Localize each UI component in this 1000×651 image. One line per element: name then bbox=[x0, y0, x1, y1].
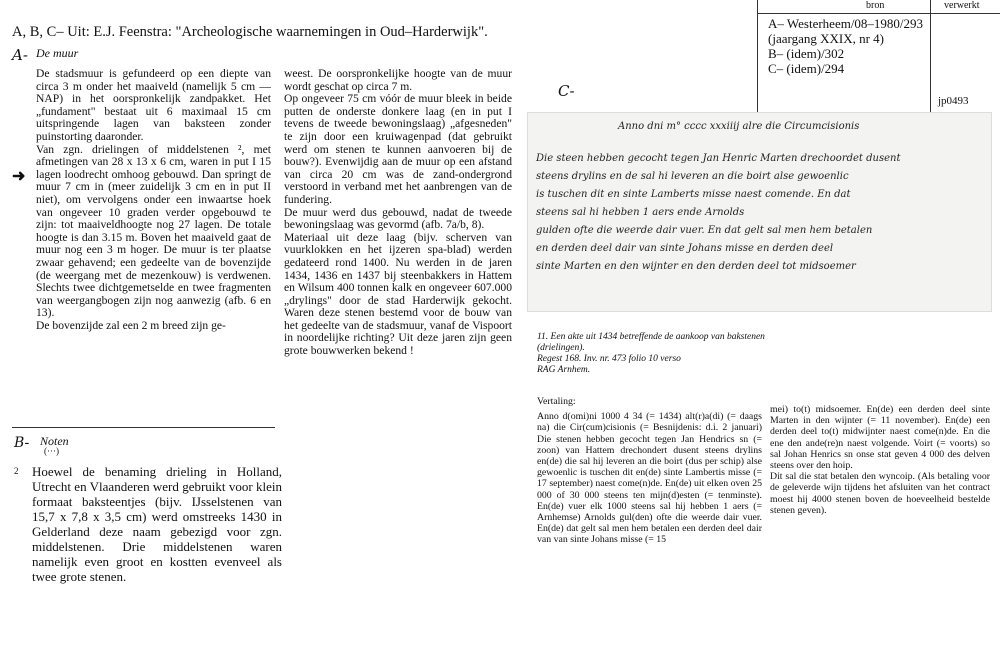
table-source-c: C– (idem)/294 bbox=[768, 61, 845, 76]
caption-line: 11. Een akte uit 1434 betreffende de aankoop van bakstenen (drielingen). bbox=[537, 332, 765, 353]
manuscript-line: steens sal hi hebben 1 aers ende Arnolds bbox=[536, 207, 745, 218]
table-source-b: B– (idem)/302 bbox=[768, 46, 845, 61]
text-column-1 bbox=[36, 68, 271, 332]
figure-caption bbox=[537, 332, 777, 376]
divider bbox=[12, 427, 275, 428]
table-source-a: A– Westerheem/08–1980/293 (jaargang XXIX, nr 4) bbox=[768, 16, 924, 46]
table-header-verwerkt: verwerkt bbox=[944, 0, 980, 11]
paragraph: De bovenzijde zal een 2 m breed zijn ge- bbox=[36, 318, 226, 332]
translation-text: Anno d(omi)ni 1000 4 34 (= 1434) alt(r)a(di) (= daags na) die Cir(cum)cisionis (= Besnijdenis: d.i. 2 januari) Die stenen hebben gecocht tegen Jan Hendrics sn (= zoon) van Hattem drechondert dusent steens drylins en(de) die sal hij leveren an die boirt (dus per schip) alse gewoenlic is tuschen dit en(de) sinte Lambertis misse (= 17 september) naest come(n)de. En(de) uit elken oven 25 000 of 30 000 steens ten mijn(d)esten (= tenminste). En(de) vuer elk 1000 steens sal hij hebben 1 aers (= Arnhemse) Arnolds gul(den) ofte die weerde dair vuer. En(de) dat gelt sal men hem betalen een derden deel dair van van sinte Johans misse (= 15 bbox=[537, 411, 762, 546]
table-header-bron: bron bbox=[866, 0, 885, 11]
paragraph: Materiaal uit deze laag (bijv. scherven van vuurklokken en het ijzeren spa-blad) werden gedateerd rond 1400. Nu werden in de jaren 1434, 1436 en 1437 bij steenbakkers in Hattem en Wilsum 400 tonnen kalk en ongeveer 607.000 „drylings" door de stad Harderwijk gekocht. Waren deze stenen bestemd voor de bouw van het gedeelte van de stadsmuur, vanaf de Vispoort in noordelijke richting? Uit deze jaren zijn geen grote bouwwerken bekend ! bbox=[284, 230, 512, 358]
caption-line: Regest 168. Inv. nr. 473 folio 10 verso bbox=[537, 354, 681, 364]
arrow-icon: ➜ bbox=[12, 168, 26, 185]
paragraph: Op ongeveer 75 cm vóór de muur bleek in beide putten de onderste donkere laag (en in put I tevens de tweede bewoningslaag) „afgesneden" te zijn door een kruiwagenpad (dat gebruikt werd om stenen te kunnen aanvoeren bij de bouw?). Evenwijdig aan de muur op een afstand van circa 20 cm was de zand-ondergrond verstoord in verband met het aanbrengen van de fundering. bbox=[284, 92, 512, 206]
document-header: A, B, C– Uit: E.J. Feenstra: "Archeologische waarnemingen in Oud–Harderwijk". bbox=[12, 24, 488, 40]
table-verwerkt-value: jp0493 bbox=[938, 95, 969, 107]
section-b-subtitle: (···) bbox=[44, 446, 59, 456]
footnote bbox=[14, 464, 282, 584]
section-b-title: Noten bbox=[40, 434, 69, 448]
manuscript-line: sinte Marten en den wijnter en den derden deel tot midsoemer bbox=[536, 261, 856, 272]
paragraph: De muur werd dus gebouwd, nadat de tweede bewoningslaag was gevormd (afb. 7a/b, 8). bbox=[284, 205, 512, 232]
paragraph: weest. De oorspronkelijke hoogte van de muur wordt geschat op circa 7 m. bbox=[284, 67, 512, 93]
section-a-title: De muur bbox=[36, 46, 79, 60]
manuscript-line: en derden deel dair van sinte Johans misse en derden deel bbox=[536, 243, 834, 254]
translation-text: mei) to(t) midsoemer. En(de) een derden deel sinte Marten in den wijnter (= 11 november). En(de) een derden deel to(t) midwijnter naest come(n)de. En die ene den ande(re)n naest volgende. Voirt (= voorts) so sal Johan Henrics sn onse stat geven 4 000 des delven steens over den hoip. Dit sal die stat betalen den wyncoip. (Als betaling voor de geleverde wijn tijdens het afsluiten van het contract moest hij 4000 stenen boven de hoeveelheid bestelde stenen geven). bbox=[770, 404, 990, 516]
translation-column-2 bbox=[770, 404, 990, 516]
caption-line: RAG Arnhem. bbox=[537, 365, 591, 375]
footnote-number: 2 bbox=[14, 466, 19, 476]
table-sources bbox=[768, 16, 928, 76]
translation-title: Vertaling: bbox=[537, 396, 576, 407]
footnote-text: Hoewel de benaming drieling in Holland, Utrecht en Vlaanderen werd gebruikt voor klein formaat baksteentjes (bijv. IJsselstenen van 15,7 x 7,8 x 3,5 cm) werd omstreeks 1430 in Gelderland deze naam gebezigd voor zgn. middelstenen. Drie middelstenen waren namelijk even groot en kostten evenveel als twee grote stenen. bbox=[32, 464, 282, 584]
section-a-marker: A- bbox=[12, 46, 28, 64]
section-c-marker: C- bbox=[558, 82, 575, 100]
manuscript-line: Anno dni m° cccc xxxiiij alre die Circumcisionis bbox=[618, 121, 860, 132]
text-column-2 bbox=[284, 68, 512, 358]
paragraph: Van zgn. drielingen of middelstenen ², met afmetingen van 28 x 13 x 6 cm, waren in put I 15 lagen loodrecht omhoog gebouwd. Dan springt de muur 7 cm in (meer zuidelijk 3 cm en in put II niet), om vervolgens onder een inwaartse hoek van ongeveer 10 graden verder opgebouwd te zijn: tot maaiveldhoogte nog 27 lagen. De totale hoogte is dan 3.15 m. Boven het maaiveld gaat de muur nog een 3 m hoger. De muur is ter plaatse zwaar gehavend; een gedeelte van de bovenzijde (de weergang met de mezenkouw) is verdwenen. Slechts twee dichtgemetselde en twee fragmenten van weergangbogen zijn nog aanwezig (afb. 6 en 13). bbox=[36, 142, 271, 320]
manuscript-image bbox=[527, 112, 992, 312]
translation-column-1 bbox=[537, 396, 762, 546]
paragraph: De stadsmuur is gefundeerd op een diepte van circa 3 m onder het maaiveld (namelijk 5 cm —NAP) in het oorspronkelijk zandpakket. Het „fundament" bestaat uit 6 maximaal 15 cm uitspringende lagen van baksteen zonder puinstorting daaronder. bbox=[36, 67, 271, 143]
manuscript-line: Die steen hebben gecocht tegen Jan Henric Marten drechoordet dusent bbox=[536, 153, 901, 164]
manuscript-line: gulden ofte die weerde dair vuer. En dat gelt sal men hem betalen bbox=[536, 225, 873, 236]
table-rule bbox=[758, 13, 1000, 14]
manuscript-line: steens drylins en de sal hi leveren an die boirt alse gewoenlic bbox=[536, 171, 849, 182]
manuscript-line: is tuschen dit en sinte Lamberts misse naest comende. En dat bbox=[536, 189, 851, 200]
section-b-marker: B- bbox=[14, 435, 30, 451]
